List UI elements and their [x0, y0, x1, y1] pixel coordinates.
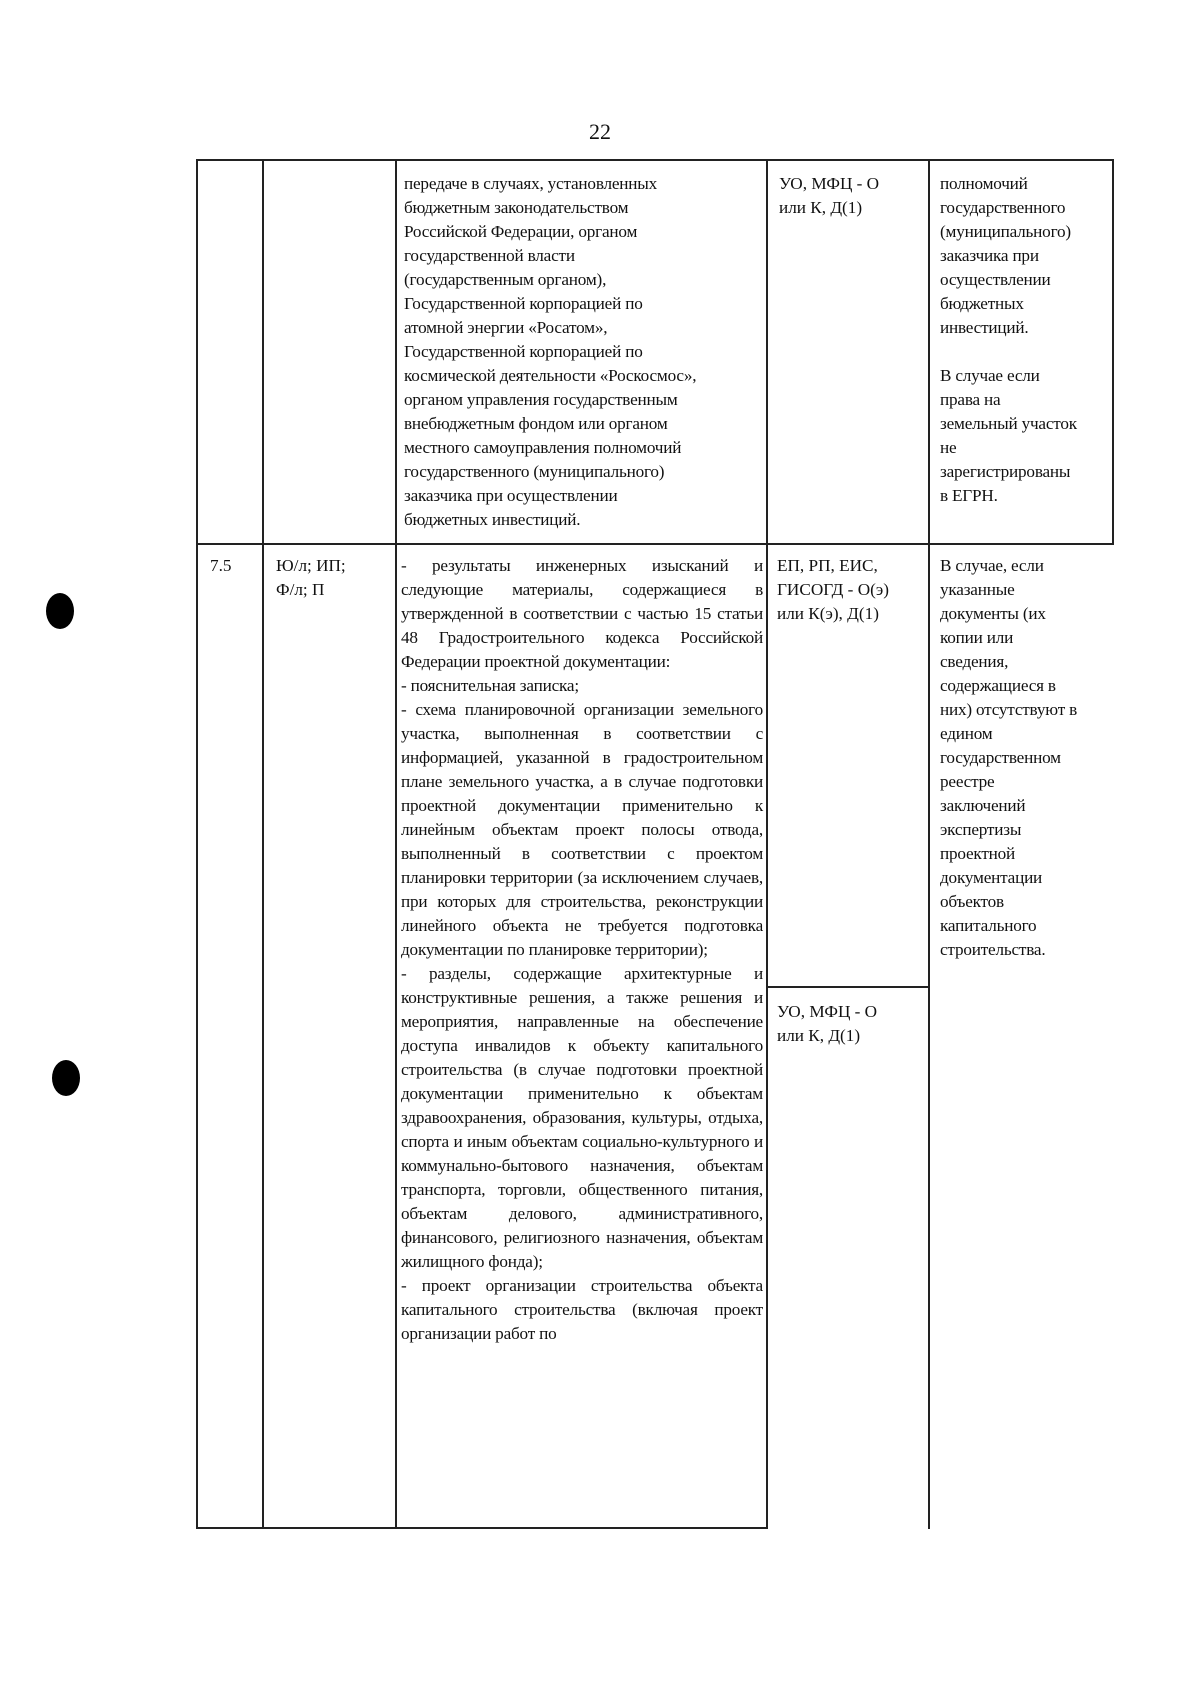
requirement-description: передаче в случаях, установленных бюджетным законодательством Российской Федерации, органом государственной власти (государственным органом), Государственной корпорацией по атомной энергии «Росатом», Государственной корпорацией по космической деятельности «Роскосмос», органом управления государственным внебюджетным фондом или органом местного самоуправления полномочий государственного (муниципального) заказчика при осуществлении бюджетных инвестиций. [404, 174, 697, 529]
table-border-left [196, 159, 198, 1529]
table-divider-4 [928, 159, 930, 1529]
table-divider-3 [766, 159, 768, 1529]
submission-method: УО, МФЦ - О или К, Д(1) [779, 174, 880, 217]
punch-hole-upper [46, 593, 74, 629]
requirement-note: В случае, если указанные документы (их копии или сведения, содержащиеся в них) отсутствуют в едином государственном реестре заключений экспертизы проектной документации объектов капитального строительства. [940, 556, 1078, 959]
source-subcell-separator [766, 986, 930, 988]
row-number: 7.5 [210, 556, 232, 575]
table-divider-1 [262, 159, 264, 1529]
page-number: 22 [589, 119, 611, 144]
applicant-types: Ю/л; ИП; Ф/л; П [276, 556, 346, 599]
requirement-description: - результаты инженерных изысканий и следующие материалы, содержащиеся в утвержденной в соответствии с частью 15 статьи 48 Градостроительного кодекса Российской Федерации проектной документации: - пояснительная записка; - схема планировочной организации земельного участка, выполненная в соответствии с информацией, указанной в градостроительном плане земельного участка, а в случае подготовки проектной документации применительно к линейным объектам проект полосы отвода, выполненный в соответствии с проектом планировки территории (за исключением случаев, при которых для строительства, реконструкции линейного объекта не требуется подготовка документации по планировке территории); - разделы, содержащие архитектурные и конструктивные решения, а также решения и мероприятия, направленные на обеспечение доступа инвалидов к объекту капитального строительства (в случае подготовки проектной документации применительно к объектам здравоохранения, образования, культуры, отдыха, спорта и иным объектам социально-культурного и коммунально-бытового назначения, объектам транспорта, торговли, общественного питания, объектам делового, административного, финансового, религиозного назначения, объектам жилищного фонда); - проект организации строительства объекта капитального строительства (включая проект организации работ по [401, 556, 763, 1343]
punch-hole-lower [52, 1060, 80, 1096]
submission-method: ЕП, РП, ЕИС, ГИСОГД - О(э) или К(э), Д(1) [777, 556, 889, 623]
row-separator [196, 543, 1114, 545]
table-border-right [1112, 159, 1114, 544]
table-divider-2 [395, 159, 397, 1529]
table-border-bottom [196, 1527, 768, 1529]
table-border-top [196, 159, 1114, 161]
submission-method: УО, МФЦ - О или К, Д(1) [777, 1002, 878, 1045]
requirement-note: полномочий государственного (муниципального) заказчика при осуществлении бюджетных инвестиций. В случае если права на земельный участок не зарегистрированы в ЕГРН. [940, 174, 1077, 505]
